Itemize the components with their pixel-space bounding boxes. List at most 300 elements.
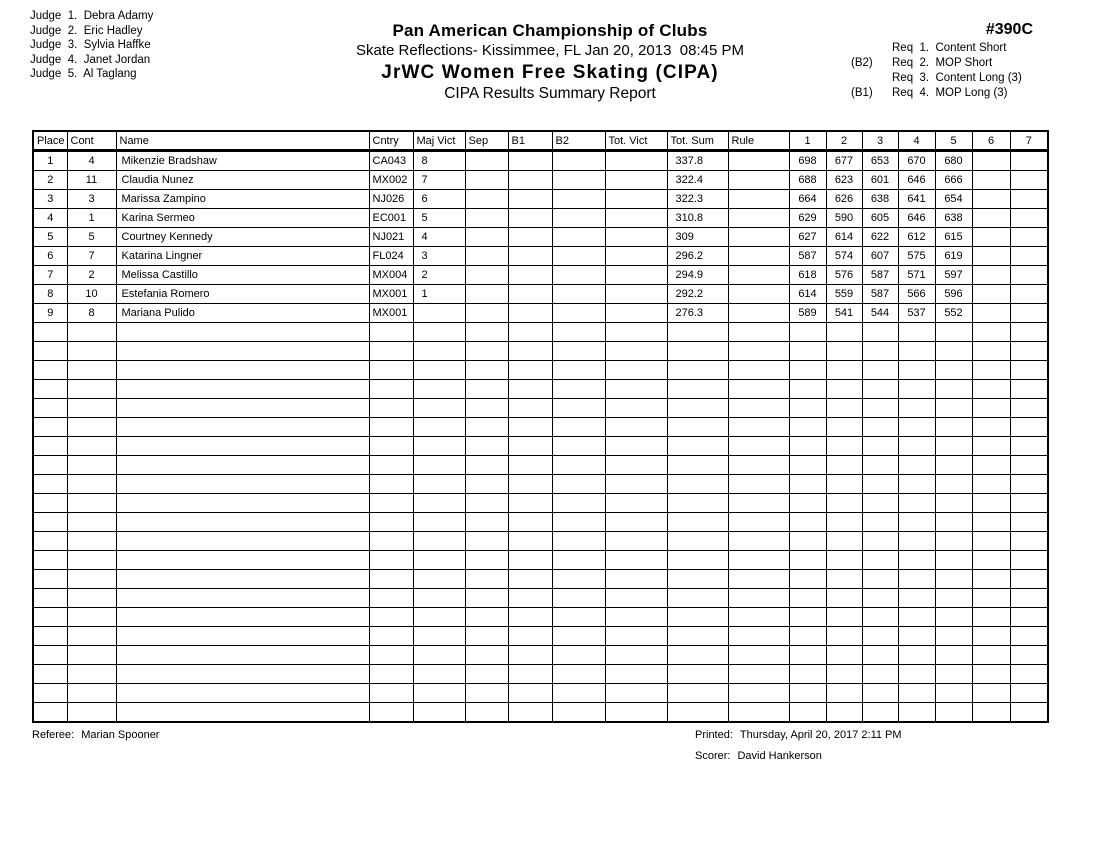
- cell-place: [33, 399, 67, 418]
- cell-maj_vict: [413, 589, 465, 608]
- cell-j2: [826, 380, 862, 399]
- cell-j4: 566: [898, 285, 935, 304]
- cell-name: [116, 589, 369, 608]
- judge-line: Judge 1. Debra Adamy: [30, 10, 154, 22]
- cell-sep: [465, 171, 508, 190]
- cell-j6: [972, 684, 1010, 703]
- event-number: #390C: [985, 21, 1033, 38]
- cell-sep: [465, 266, 508, 285]
- column-header-name: Name: [116, 131, 369, 151]
- cell-b1: [508, 399, 552, 418]
- cell-place: [33, 418, 67, 437]
- cell-b2: [552, 361, 605, 380]
- cell-j4: [898, 703, 935, 723]
- requirement-line: [851, 41, 1022, 56]
- cell-place: [33, 684, 67, 703]
- cell-j2: [826, 418, 862, 437]
- cell-rule: [728, 532, 789, 551]
- cell-tot_sum: 292.2: [667, 285, 728, 304]
- cell-j5: [935, 342, 972, 361]
- cell-b1: [508, 247, 552, 266]
- cell-name: [116, 570, 369, 589]
- cell-j4: 571: [898, 266, 935, 285]
- cell-j2: [826, 684, 862, 703]
- cell-j5: [935, 494, 972, 513]
- cell-j5: [935, 684, 972, 703]
- cell-j7: [1010, 684, 1048, 703]
- requirement-prefix: [851, 41, 892, 56]
- cell-cont: 7: [67, 247, 116, 266]
- cell-tot_sum: [667, 684, 728, 703]
- cell-b2: [552, 703, 605, 723]
- cell-b2: [552, 304, 605, 323]
- cell-j7: [1010, 475, 1048, 494]
- cell-cntry: [369, 551, 413, 570]
- cell-b2: [552, 266, 605, 285]
- empty-row: [33, 380, 1048, 399]
- cell-j3: [862, 684, 898, 703]
- cell-j6: [972, 228, 1010, 247]
- cell-tot_vict: [605, 570, 667, 589]
- cell-j4: 646: [898, 209, 935, 228]
- report-title: CIPA Results Summary Report: [444, 85, 656, 102]
- cell-j7: [1010, 323, 1048, 342]
- cell-j4: [898, 532, 935, 551]
- cell-tot_sum: [667, 551, 728, 570]
- cell-cont: [67, 494, 116, 513]
- cell-j5: 638: [935, 209, 972, 228]
- cell-place: [33, 475, 67, 494]
- column-header-b1: B1: [508, 131, 552, 151]
- cell-j6: [972, 285, 1010, 304]
- cell-place: [33, 703, 67, 723]
- cell-b1: [508, 380, 552, 399]
- cell-maj_vict: [413, 646, 465, 665]
- cell-j3: [862, 437, 898, 456]
- cell-tot_vict: [605, 266, 667, 285]
- cell-name: [116, 703, 369, 723]
- empty-row: [33, 608, 1048, 627]
- results-table: [32, 130, 1049, 723]
- cell-j6: [972, 418, 1010, 437]
- empty-row: [33, 627, 1048, 646]
- cell-j4: [898, 513, 935, 532]
- column-header-j2: 2: [826, 131, 862, 151]
- cell-j3: [862, 646, 898, 665]
- cell-name: [116, 627, 369, 646]
- cell-j7: [1010, 380, 1048, 399]
- cell-tot_sum: [667, 665, 728, 684]
- cell-rule: [728, 228, 789, 247]
- cell-cont: [67, 361, 116, 380]
- cell-j1: [789, 494, 826, 513]
- cell-name: [116, 532, 369, 551]
- cell-maj_vict: [413, 703, 465, 723]
- cell-maj_vict: [413, 361, 465, 380]
- cell-j5: [935, 399, 972, 418]
- cell-sep: [465, 608, 508, 627]
- cell-cntry: [369, 475, 413, 494]
- column-header-j3: 3: [862, 131, 898, 151]
- cell-cntry: MX002: [369, 171, 413, 190]
- cell-b1: [508, 285, 552, 304]
- result-row: [33, 209, 1048, 228]
- column-header-sep: Sep: [465, 131, 508, 151]
- cell-rule: [728, 570, 789, 589]
- cell-cntry: [369, 513, 413, 532]
- cell-name: [116, 551, 369, 570]
- empty-row: [33, 703, 1048, 723]
- cell-cntry: [369, 342, 413, 361]
- cell-cntry: [369, 418, 413, 437]
- cell-place: 4: [33, 209, 67, 228]
- cell-maj_vict: 5: [413, 209, 465, 228]
- cell-j3: [862, 627, 898, 646]
- cell-j2: 614: [826, 228, 862, 247]
- cell-cntry: [369, 399, 413, 418]
- cell-j1: 664: [789, 190, 826, 209]
- cell-j7: [1010, 209, 1048, 228]
- requirement-prefix: (B2): [851, 57, 873, 69]
- cell-j6: [972, 247, 1010, 266]
- cell-rule: [728, 608, 789, 627]
- cell-name: [116, 456, 369, 475]
- requirements-list: [851, 41, 1022, 101]
- cell-tot_vict: [605, 532, 667, 551]
- cell-rule: [728, 304, 789, 323]
- requirement-line: [851, 56, 1022, 71]
- cell-sep: [465, 151, 508, 171]
- cell-b2: [552, 475, 605, 494]
- cell-j3: [862, 570, 898, 589]
- cell-j4: 670: [898, 151, 935, 171]
- result-row: [33, 151, 1048, 171]
- empty-row: [33, 456, 1048, 475]
- cell-tot_vict: [605, 437, 667, 456]
- cell-j5: [935, 665, 972, 684]
- cell-j6: [972, 190, 1010, 209]
- cell-j2: [826, 665, 862, 684]
- cell-tot_sum: [667, 380, 728, 399]
- cell-place: [33, 342, 67, 361]
- cell-place: [33, 532, 67, 551]
- cell-name: [116, 418, 369, 437]
- cell-b1: [508, 646, 552, 665]
- cell-name: [116, 437, 369, 456]
- printed-value: Thursday, April 20, 2017 2:11 PM: [739, 729, 902, 741]
- cell-j2: [826, 589, 862, 608]
- cell-j1: 587: [789, 247, 826, 266]
- cell-place: 9: [33, 304, 67, 323]
- cell-rule: [728, 418, 789, 437]
- cell-sep: [465, 228, 508, 247]
- cell-j7: [1010, 399, 1048, 418]
- cell-cntry: [369, 646, 413, 665]
- cell-j2: [826, 608, 862, 627]
- cell-place: [33, 570, 67, 589]
- cell-b1: [508, 228, 552, 247]
- cell-j7: [1010, 247, 1048, 266]
- cell-b2: [552, 399, 605, 418]
- cell-rule: [728, 171, 789, 190]
- cell-maj_vict: 4: [413, 228, 465, 247]
- cell-j1: [789, 532, 826, 551]
- requirement-prefix: (B1): [851, 87, 873, 99]
- cell-b2: [552, 551, 605, 570]
- cell-maj_vict: [413, 456, 465, 475]
- cell-j5: [935, 608, 972, 627]
- column-header-j5: 5: [935, 131, 972, 151]
- cell-b1: [508, 418, 552, 437]
- cell-j2: [826, 361, 862, 380]
- empty-row: [33, 646, 1048, 665]
- cell-cntry: [369, 589, 413, 608]
- cell-tot_vict: [605, 304, 667, 323]
- cell-j7: [1010, 532, 1048, 551]
- cell-b1: [508, 551, 552, 570]
- empty-row: [33, 399, 1048, 418]
- cell-tot_vict: [605, 494, 667, 513]
- cell-sep: [465, 323, 508, 342]
- cell-tot_sum: 337.8: [667, 151, 728, 171]
- cell-b1: [508, 570, 552, 589]
- cell-rule: [728, 190, 789, 209]
- cell-place: [33, 380, 67, 399]
- cell-j6: [972, 304, 1010, 323]
- empty-row: [33, 342, 1048, 361]
- cell-j7: [1010, 304, 1048, 323]
- cell-j1: [789, 608, 826, 627]
- cell-tot_vict: [605, 285, 667, 304]
- cell-b2: [552, 589, 605, 608]
- cell-rule: [728, 456, 789, 475]
- cell-place: [33, 513, 67, 532]
- cell-maj_vict: [413, 437, 465, 456]
- cell-j6: [972, 494, 1010, 513]
- cell-j1: [789, 323, 826, 342]
- cell-cont: 1: [67, 209, 116, 228]
- cell-j6: [972, 323, 1010, 342]
- cell-name: Claudia Nunez: [116, 171, 369, 190]
- cell-cntry: [369, 684, 413, 703]
- empty-row: [33, 437, 1048, 456]
- requirement-label: Req 3. Content Long (3): [892, 72, 1022, 84]
- cell-j5: [935, 323, 972, 342]
- cell-j3: 601: [862, 171, 898, 190]
- empty-row: [33, 513, 1048, 532]
- cell-j3: [862, 551, 898, 570]
- cell-tot_vict: [605, 247, 667, 266]
- cell-j3: [862, 589, 898, 608]
- cell-j3: [862, 380, 898, 399]
- cell-sep: [465, 494, 508, 513]
- cell-j7: [1010, 513, 1048, 532]
- cell-maj_vict: [413, 418, 465, 437]
- cell-j6: [972, 551, 1010, 570]
- cell-name: Mariana Pulido: [116, 304, 369, 323]
- cell-j5: 654: [935, 190, 972, 209]
- cell-name: [116, 665, 369, 684]
- cell-j2: [826, 532, 862, 551]
- cell-b1: [508, 589, 552, 608]
- cell-maj_vict: [413, 608, 465, 627]
- event-title: Pan American Championship of Clubs: [392, 21, 708, 40]
- cell-j3: [862, 399, 898, 418]
- cell-j2: [826, 323, 862, 342]
- cell-j5: [935, 513, 972, 532]
- cell-j4: [898, 494, 935, 513]
- cell-tot_sum: 296.2: [667, 247, 728, 266]
- requirement-line: [851, 86, 1022, 101]
- referee-name: Marian Spooner: [81, 729, 160, 741]
- cell-cont: 8: [67, 304, 116, 323]
- cell-rule: [728, 475, 789, 494]
- cell-b1: [508, 304, 552, 323]
- cell-sep: [465, 703, 508, 723]
- cell-j3: [862, 475, 898, 494]
- cell-rule: [728, 513, 789, 532]
- cell-tot_vict: [605, 551, 667, 570]
- cell-j5: [935, 646, 972, 665]
- cell-cntry: [369, 570, 413, 589]
- cell-j2: [826, 456, 862, 475]
- empty-row: [33, 665, 1048, 684]
- result-row: [33, 190, 1048, 209]
- cell-j3: [862, 361, 898, 380]
- column-header-j6: 6: [972, 131, 1010, 151]
- cell-j7: [1010, 570, 1048, 589]
- cell-j2: 559: [826, 285, 862, 304]
- cell-cont: 4: [67, 151, 116, 171]
- cell-j2: 626: [826, 190, 862, 209]
- cell-maj_vict: [413, 551, 465, 570]
- cell-j7: [1010, 266, 1048, 285]
- results-body: [33, 151, 1048, 723]
- cell-j2: 576: [826, 266, 862, 285]
- cell-sep: [465, 247, 508, 266]
- empty-row: [33, 418, 1048, 437]
- cell-b2: [552, 513, 605, 532]
- cell-b1: [508, 342, 552, 361]
- cell-cntry: [369, 361, 413, 380]
- cell-j1: 614: [789, 285, 826, 304]
- cell-tot_vict: [605, 684, 667, 703]
- cell-tot_vict: [605, 361, 667, 380]
- cell-cntry: MX004: [369, 266, 413, 285]
- cell-j4: 646: [898, 171, 935, 190]
- cell-maj_vict: [413, 684, 465, 703]
- cell-rule: [728, 342, 789, 361]
- cell-b1: [508, 151, 552, 171]
- cell-cont: [67, 380, 116, 399]
- cell-sep: [465, 342, 508, 361]
- cell-place: [33, 361, 67, 380]
- cell-j2: [826, 437, 862, 456]
- cell-cont: [67, 513, 116, 532]
- cell-tot_vict: [605, 627, 667, 646]
- cell-cont: [67, 570, 116, 589]
- cell-tot_sum: [667, 323, 728, 342]
- cell-sep: [465, 646, 508, 665]
- cell-b2: [552, 665, 605, 684]
- empty-row: [33, 684, 1048, 703]
- column-header-b2: B2: [552, 131, 605, 151]
- cell-j6: [972, 589, 1010, 608]
- cell-j4: [898, 646, 935, 665]
- cell-j1: [789, 589, 826, 608]
- cell-tot_sum: 310.8: [667, 209, 728, 228]
- cell-tot_vict: [605, 475, 667, 494]
- cell-maj_vict: [413, 399, 465, 418]
- cell-j1: [789, 665, 826, 684]
- result-row: [33, 304, 1048, 323]
- cell-maj_vict: [413, 380, 465, 399]
- cell-j6: [972, 361, 1010, 380]
- cell-j5: [935, 703, 972, 723]
- cell-b2: [552, 627, 605, 646]
- cell-j7: [1010, 551, 1048, 570]
- cell-j2: [826, 342, 862, 361]
- cell-j3: 587: [862, 266, 898, 285]
- cell-rule: [728, 247, 789, 266]
- cell-rule: [728, 494, 789, 513]
- cell-j3: [862, 342, 898, 361]
- cell-j1: [789, 456, 826, 475]
- cell-j6: [972, 209, 1010, 228]
- cell-maj_vict: [413, 342, 465, 361]
- cell-maj_vict: [413, 627, 465, 646]
- cell-tot_vict: [605, 646, 667, 665]
- cell-place: [33, 608, 67, 627]
- cell-rule: [728, 684, 789, 703]
- empty-row: [33, 494, 1048, 513]
- column-header-cntry: Cntry: [369, 131, 413, 151]
- cell-j1: [789, 627, 826, 646]
- cell-sep: [465, 304, 508, 323]
- cell-j5: 597: [935, 266, 972, 285]
- cell-b2: [552, 285, 605, 304]
- cell-cntry: NJ026: [369, 190, 413, 209]
- cell-j1: [789, 399, 826, 418]
- referee-label: Referee:: [32, 729, 75, 741]
- cell-j6: [972, 171, 1010, 190]
- cell-rule: [728, 646, 789, 665]
- cell-b2: [552, 342, 605, 361]
- cell-cont: [67, 418, 116, 437]
- cell-tot_vict: [605, 380, 667, 399]
- cell-sep: [465, 456, 508, 475]
- cell-j5: [935, 627, 972, 646]
- cell-cntry: NJ021: [369, 228, 413, 247]
- cell-j2: [826, 475, 862, 494]
- cell-name: [116, 684, 369, 703]
- cell-place: 6: [33, 247, 67, 266]
- cell-j3: [862, 418, 898, 437]
- cell-sep: [465, 437, 508, 456]
- cell-j5: [935, 589, 972, 608]
- cell-b2: [552, 456, 605, 475]
- cell-j1: [789, 703, 826, 723]
- cell-name: [116, 494, 369, 513]
- cell-tot_sum: [667, 437, 728, 456]
- cell-j4: 641: [898, 190, 935, 209]
- cell-place: [33, 646, 67, 665]
- cell-j6: [972, 399, 1010, 418]
- cell-j1: 618: [789, 266, 826, 285]
- cell-tot_sum: 276.3: [667, 304, 728, 323]
- cell-tot_sum: [667, 646, 728, 665]
- cell-b2: [552, 151, 605, 171]
